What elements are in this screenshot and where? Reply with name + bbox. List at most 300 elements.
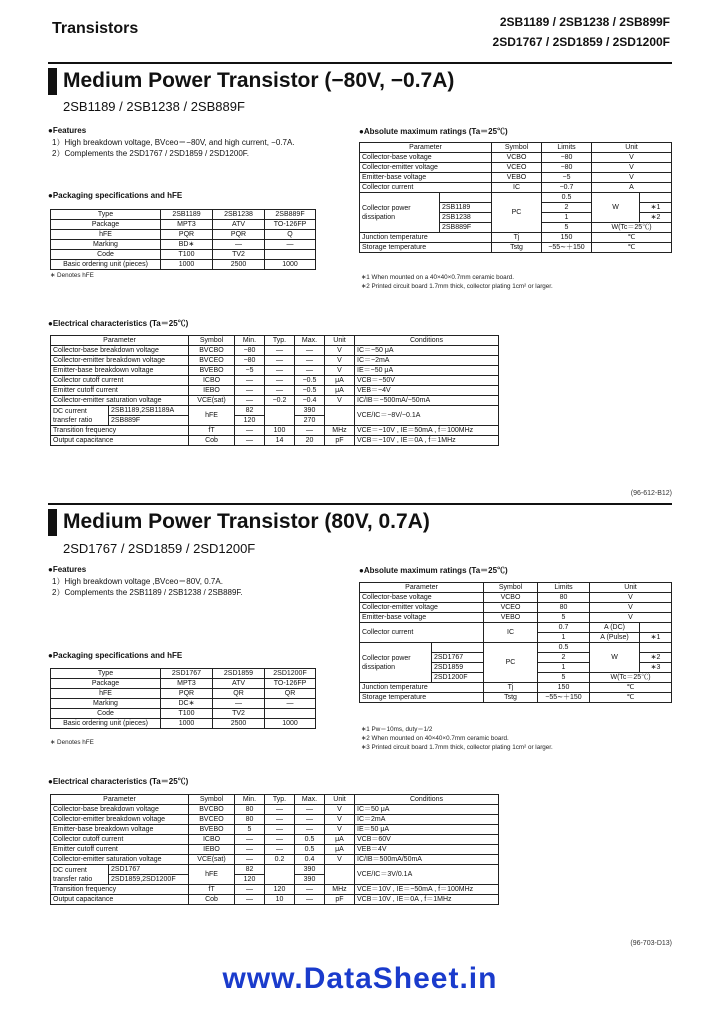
table-cell: 0.7 bbox=[538, 623, 590, 633]
table-cell: V bbox=[590, 603, 672, 613]
table-cell: −0.2 bbox=[265, 396, 295, 406]
table-cell: hFE bbox=[51, 689, 161, 699]
watermark-link[interactable]: www.DataSheet.in bbox=[222, 962, 498, 995]
npn-electrical-table bbox=[50, 794, 499, 905]
table-cell: ATV bbox=[213, 220, 265, 230]
table-cell: Junction temperature bbox=[360, 233, 492, 243]
table-row bbox=[51, 865, 499, 875]
table-cell: IC/IB＝500mA/50mA bbox=[355, 855, 499, 865]
table-cell: Emitter cutoff current bbox=[51, 386, 189, 396]
table-cell: Code bbox=[51, 709, 161, 719]
table-cell: Transition frequency bbox=[51, 426, 189, 436]
table-cell: Collector-base breakdown voltage bbox=[51, 805, 189, 815]
table-row bbox=[360, 693, 672, 703]
table-cell: Basic ordering unit (pieces) bbox=[51, 260, 161, 270]
table-cell bbox=[640, 193, 672, 203]
table-cell: VCE＝10V , IE＝−50mA , f＝100MHz bbox=[355, 885, 499, 895]
table-cell: ∗3 bbox=[640, 663, 672, 673]
table-cell: 1000 bbox=[161, 719, 213, 729]
table-cell: IC＝−2mA bbox=[355, 356, 499, 366]
table-cell: — bbox=[295, 426, 325, 436]
table-row bbox=[360, 233, 672, 243]
table-row bbox=[51, 240, 316, 250]
table-cell: — bbox=[235, 835, 265, 845]
table-cell: T100 bbox=[161, 709, 213, 719]
table-cell: — bbox=[265, 699, 316, 709]
table-cell bbox=[325, 865, 355, 885]
table-cell: 2SB1238 bbox=[213, 210, 265, 220]
table-cell: W bbox=[590, 643, 640, 673]
npn-reference-code: (96-703-D13) bbox=[630, 940, 672, 947]
table-cell: VCB＝10V , IE＝0A , f＝1MHz bbox=[355, 895, 499, 905]
table-row bbox=[51, 386, 499, 396]
title-marker bbox=[48, 68, 57, 95]
table-cell: V bbox=[592, 163, 672, 173]
table-cell: TV2 bbox=[213, 709, 265, 719]
table-cell: 5 bbox=[235, 825, 265, 835]
table-cell: 0.4 bbox=[295, 855, 325, 865]
table-cell: Collector-base voltage bbox=[360, 593, 484, 603]
table-cell: W(Tc＝25℃) bbox=[590, 673, 672, 683]
table-row bbox=[51, 805, 499, 815]
table-cell: −0.5 bbox=[295, 376, 325, 386]
table-cell: PQR bbox=[213, 230, 265, 240]
table-cell: 2SD1767 bbox=[432, 653, 484, 663]
table-cell: 2SD1767 bbox=[109, 865, 189, 875]
table-cell: −80 bbox=[235, 356, 265, 366]
table-cell: 0.5 bbox=[295, 845, 325, 855]
table-cell: Parameter bbox=[51, 336, 189, 346]
table-cell: Typ. bbox=[265, 795, 295, 805]
table-cell: Junction temperature bbox=[360, 683, 484, 693]
table-cell: Emitter cutoff current bbox=[51, 845, 189, 855]
table-row bbox=[51, 396, 499, 406]
table-cell: 120 bbox=[265, 885, 295, 895]
table-cell: Emitter-base voltage bbox=[360, 173, 492, 183]
table-cell: VEBO bbox=[492, 173, 542, 183]
table-cell: — bbox=[235, 855, 265, 865]
table-cell: Collector-emitter breakdown voltage bbox=[51, 356, 189, 366]
table-cell: 2SB1238 bbox=[440, 213, 492, 223]
table-cell: Emitter-base breakdown voltage bbox=[51, 366, 189, 376]
table-cell: 2SB889F bbox=[440, 223, 492, 233]
table-cell bbox=[432, 643, 484, 653]
table-cell: Package bbox=[51, 220, 161, 230]
table-cell: Limits bbox=[542, 143, 592, 153]
table-cell: Symbol bbox=[484, 583, 538, 593]
table-row bbox=[51, 250, 316, 260]
table-cell: 1000 bbox=[161, 260, 213, 270]
table-cell: — bbox=[265, 356, 295, 366]
part-numbers-header bbox=[493, 12, 670, 52]
part-numbers-line-1: 2SB1189 / 2SB1238 / 2SB899F bbox=[499, 15, 670, 29]
table-cell: ∗2 bbox=[640, 213, 672, 223]
table-cell: V bbox=[325, 396, 355, 406]
table-cell: IEBO bbox=[189, 386, 235, 396]
table-cell: BVCEO bbox=[189, 356, 235, 366]
table-cell: ℃ bbox=[590, 683, 672, 693]
table-cell: 14 bbox=[265, 436, 295, 446]
table-row bbox=[51, 855, 499, 865]
table-cell: 1 bbox=[538, 633, 590, 643]
table-cell: Collector cutoff current bbox=[51, 376, 189, 386]
table-cell: — bbox=[265, 815, 295, 825]
pnp-title: Medium Power Transistor (−80V, −0.7A) bbox=[63, 69, 455, 92]
table-cell: PQR bbox=[161, 689, 213, 699]
table-cell bbox=[265, 865, 295, 885]
table-cell: Output capacitance bbox=[51, 436, 189, 446]
feature-item: 2）Complements the 2SB1189 / 2SB1238 / 2SB889F. bbox=[52, 588, 243, 597]
table-cell: 150 bbox=[542, 233, 592, 243]
table-cell: IE＝50 μA bbox=[355, 825, 499, 835]
table-cell: V bbox=[325, 855, 355, 865]
table-cell: 82 bbox=[235, 406, 265, 416]
table-cell: Collector power dissipation bbox=[360, 643, 432, 683]
pnp-subtitle: 2SB1189 / 2SB1238 / 2SB889F bbox=[63, 99, 245, 114]
table-cell: 390 bbox=[295, 406, 325, 416]
table-row bbox=[360, 173, 672, 183]
table-cell bbox=[325, 406, 355, 426]
table-cell: Symbol bbox=[189, 795, 235, 805]
table-cell: IEBO bbox=[189, 845, 235, 855]
table-cell: VCE(sat) bbox=[189, 396, 235, 406]
table-cell: Cob bbox=[189, 895, 235, 905]
table-cell: — bbox=[265, 240, 316, 250]
table-cell: — bbox=[235, 396, 265, 406]
table-row bbox=[51, 699, 316, 709]
table-cell: Marking bbox=[51, 240, 161, 250]
table-cell: V bbox=[325, 825, 355, 835]
table-cell bbox=[265, 250, 316, 260]
table-row bbox=[51, 376, 499, 386]
table-row bbox=[51, 835, 499, 845]
table-cell: W bbox=[592, 193, 640, 223]
table-row bbox=[51, 220, 316, 230]
table-cell: V bbox=[590, 593, 672, 603]
table-row bbox=[360, 163, 672, 173]
table-cell: 80 bbox=[235, 805, 265, 815]
table-cell: hFE bbox=[189, 406, 235, 426]
table-cell: 390 bbox=[295, 875, 325, 885]
table-cell: 2SB1189,2SB1189A bbox=[109, 406, 189, 416]
table-cell: Limits bbox=[538, 583, 590, 593]
table-row bbox=[51, 230, 316, 240]
table-cell: — bbox=[265, 825, 295, 835]
table-row bbox=[51, 679, 316, 689]
table-cell: — bbox=[213, 699, 265, 709]
table-cell: 390 bbox=[295, 865, 325, 875]
table-cell: DC current transfer ratio bbox=[51, 865, 109, 885]
table-cell: IC bbox=[484, 623, 538, 643]
table-cell: A bbox=[592, 183, 672, 193]
table-cell: pF bbox=[325, 895, 355, 905]
table-header-row bbox=[51, 669, 316, 679]
feature-item: 2）Complements the 2SD1767 / 2SD1859 / 2SD1200F. bbox=[52, 149, 250, 158]
table-cell: ∗1 bbox=[640, 203, 672, 213]
pnp-features-heading: ●Features bbox=[48, 126, 87, 135]
table-row bbox=[360, 683, 672, 693]
table-cell: Code bbox=[51, 250, 161, 260]
table-cell: 2SB1189 bbox=[440, 203, 492, 213]
table-cell: PQR bbox=[161, 230, 213, 240]
table-cell: 0.5 bbox=[538, 643, 590, 653]
table-cell: BVCEO bbox=[189, 815, 235, 825]
table-cell: 120 bbox=[235, 416, 265, 426]
table-cell: 270 bbox=[295, 416, 325, 426]
table-cell: ∗1 bbox=[640, 633, 672, 643]
table-cell: μA bbox=[325, 376, 355, 386]
table-cell: BD∗ bbox=[161, 240, 213, 250]
table-cell: 2500 bbox=[213, 260, 265, 270]
npn-abs-max-notes bbox=[361, 725, 553, 752]
table-cell: MPT3 bbox=[161, 679, 213, 689]
table-row bbox=[51, 689, 316, 699]
table-cell: ICBO bbox=[189, 376, 235, 386]
table-cell bbox=[640, 643, 672, 653]
pnp-packaging-heading: ●Packaging specifications and hFE bbox=[48, 191, 183, 200]
table-cell: — bbox=[235, 845, 265, 855]
table-cell: A (Pulse) bbox=[590, 633, 640, 643]
table-cell: Min. bbox=[235, 336, 265, 346]
table-cell: Typ. bbox=[265, 336, 295, 346]
pnp-electrical-heading: ●Electrical characteristics (Ta＝25℃) bbox=[48, 319, 189, 328]
table-cell: Storage temperature bbox=[360, 243, 492, 253]
table-row bbox=[51, 260, 316, 270]
table-cell: V bbox=[592, 153, 672, 163]
table-cell: Cob bbox=[189, 436, 235, 446]
table-cell: 2SD1859 bbox=[432, 663, 484, 673]
table-cell: V bbox=[325, 815, 355, 825]
table-cell bbox=[640, 623, 672, 633]
table-cell: — bbox=[235, 895, 265, 905]
npn-electrical-heading: ●Electrical characteristics (Ta＝25℃) bbox=[48, 777, 189, 786]
table-cell: — bbox=[295, 815, 325, 825]
table-cell: 0.5 bbox=[542, 193, 592, 203]
table-cell: — bbox=[265, 346, 295, 356]
table-row bbox=[51, 346, 499, 356]
table-header-row bbox=[51, 210, 316, 220]
table-cell: BVCBO bbox=[189, 805, 235, 815]
table-cell: 2SD1859 bbox=[213, 669, 265, 679]
npn-subtitle: 2SD1767 / 2SD1859 / 2SD1200F bbox=[63, 541, 256, 556]
table-header-row bbox=[51, 336, 499, 346]
table-cell: V bbox=[325, 356, 355, 366]
table-cell: Type bbox=[51, 210, 161, 220]
table-cell: 0.5 bbox=[295, 835, 325, 845]
npn-abs-max-table bbox=[359, 582, 672, 703]
npn-packaging-heading: ●Packaging specifications and hFE bbox=[48, 651, 183, 660]
table-cell: A (DC) bbox=[590, 623, 640, 633]
table-cell: fT bbox=[189, 426, 235, 436]
table-cell: MPT3 bbox=[161, 220, 213, 230]
table-row bbox=[51, 895, 499, 905]
table-cell: — bbox=[235, 436, 265, 446]
table-cell: μA bbox=[325, 386, 355, 396]
table-cell: MHz bbox=[325, 885, 355, 895]
table-row bbox=[51, 719, 316, 729]
table-row bbox=[360, 603, 672, 613]
table-cell: VEB＝−4V bbox=[355, 386, 499, 396]
table-cell bbox=[265, 406, 295, 426]
table-cell: BVCBO bbox=[189, 346, 235, 356]
footnote: ∗1 Pw＝10ms, duty＝1/2 bbox=[361, 726, 433, 733]
table-cell: Conditions bbox=[355, 336, 499, 346]
table-cell: PC bbox=[484, 643, 538, 683]
table-cell: 2SB889F bbox=[265, 210, 316, 220]
table-cell: Min. bbox=[235, 795, 265, 805]
table-cell: μA bbox=[325, 845, 355, 855]
table-cell: Package bbox=[51, 679, 161, 689]
table-cell: V bbox=[592, 173, 672, 183]
table-cell: IC bbox=[492, 183, 542, 193]
npn-abs-max-heading: ●Absolute maximum ratings (Ta＝25℃) bbox=[359, 566, 508, 575]
table-cell: hFE bbox=[189, 865, 235, 885]
table-cell: PC bbox=[492, 193, 542, 233]
table-cell: 2500 bbox=[213, 719, 265, 729]
category-heading: Transistors bbox=[52, 20, 139, 37]
table-header-row bbox=[360, 143, 672, 153]
table-cell: Unit bbox=[590, 583, 672, 593]
table-cell: hFE bbox=[51, 230, 161, 240]
table-cell: Collector-emitter voltage bbox=[360, 163, 492, 173]
table-cell: VCE/IC＝3V/0.1A bbox=[355, 865, 499, 885]
table-cell: — bbox=[265, 376, 295, 386]
feature-item: 1）High breakdown voltage ,BVceo＝80V, 0.7A. bbox=[52, 577, 223, 586]
table-cell: −5 bbox=[235, 366, 265, 376]
table-cell: VCBO bbox=[492, 153, 542, 163]
table-row bbox=[51, 885, 499, 895]
table-row bbox=[51, 845, 499, 855]
table-cell: −0.7 bbox=[542, 183, 592, 193]
table-row bbox=[360, 193, 672, 203]
table-cell: — bbox=[295, 825, 325, 835]
table-cell: 2SD1859,2SD1200F bbox=[109, 875, 189, 885]
table-header-row bbox=[51, 795, 499, 805]
table-cell: Parameter bbox=[51, 795, 189, 805]
table-cell: ℃ bbox=[590, 693, 672, 703]
table-row bbox=[360, 593, 672, 603]
table-cell: 10 bbox=[265, 895, 295, 905]
table-row bbox=[360, 613, 672, 623]
table-cell: pF bbox=[325, 436, 355, 446]
table-cell: 100 bbox=[265, 426, 295, 436]
table-cell: Tj bbox=[492, 233, 542, 243]
table-cell: 0.2 bbox=[265, 855, 295, 865]
table-cell: Symbol bbox=[492, 143, 542, 153]
table-row bbox=[51, 709, 316, 719]
table-row bbox=[51, 356, 499, 366]
table-cell: ∗2 bbox=[640, 653, 672, 663]
table-cell: Collector current bbox=[360, 183, 492, 193]
feature-item: 1）High breakdown voltage, BVceo＝−80V, and high current, −0.7A. bbox=[52, 138, 295, 147]
table-cell: Type bbox=[51, 669, 161, 679]
table-cell: Emitter-base voltage bbox=[360, 613, 484, 623]
table-cell: 120 bbox=[235, 875, 265, 885]
table-cell: −55∼＋150 bbox=[538, 693, 590, 703]
table-cell: 20 bbox=[295, 436, 325, 446]
table-cell: Max. bbox=[295, 795, 325, 805]
pnp-abs-max-table bbox=[359, 142, 672, 253]
table-cell: 5 bbox=[538, 613, 590, 623]
table-cell: — bbox=[265, 805, 295, 815]
table-cell: Unit bbox=[325, 795, 355, 805]
table-cell: W(Tc＝25℃) bbox=[592, 223, 672, 233]
table-cell: −80 bbox=[542, 163, 592, 173]
table-cell: 2SD1767 bbox=[161, 669, 213, 679]
npn-packaging-table bbox=[50, 668, 316, 729]
table-row bbox=[360, 183, 672, 193]
table-cell: IC/IB＝−500mA/−50mA bbox=[355, 396, 499, 406]
table-row bbox=[51, 366, 499, 376]
table-row bbox=[51, 436, 499, 446]
npn-features-heading: ●Features bbox=[48, 565, 87, 574]
table-header-row bbox=[360, 583, 672, 593]
table-cell: — bbox=[265, 366, 295, 376]
table-cell: Max. bbox=[295, 336, 325, 346]
npn-packaging-note: ∗ Denotes hFE bbox=[50, 739, 94, 746]
table-cell: VCB＝60V bbox=[355, 835, 499, 845]
table-cell: Collector-emitter saturation voltage bbox=[51, 855, 189, 865]
table-cell: 2SB1189 bbox=[161, 210, 213, 220]
table-cell: ℃ bbox=[592, 243, 672, 253]
table-cell: −80 bbox=[542, 153, 592, 163]
table-cell: TV2 bbox=[213, 250, 265, 260]
title-marker bbox=[48, 509, 57, 536]
table-cell: 5 bbox=[542, 223, 592, 233]
table-cell: −80 bbox=[235, 346, 265, 356]
pnp-features-list bbox=[52, 137, 295, 159]
pnp-reference-code: (96-612-B12) bbox=[630, 490, 672, 497]
table-cell: 80 bbox=[538, 593, 590, 603]
table-cell: 80 bbox=[538, 603, 590, 613]
table-cell: MHz bbox=[325, 426, 355, 436]
table-cell: VCB＝−10V , IE＝0A , f＝1MHz bbox=[355, 436, 499, 446]
table-cell: Conditions bbox=[355, 795, 499, 805]
table-cell: 1 bbox=[538, 663, 590, 673]
table-cell bbox=[265, 709, 316, 719]
table-cell: 82 bbox=[235, 865, 265, 875]
pnp-abs-max-notes bbox=[361, 273, 553, 291]
table-cell: VCEO bbox=[492, 163, 542, 173]
table-cell: Collector-base voltage bbox=[360, 153, 492, 163]
table-cell: Collector-base breakdown voltage bbox=[51, 346, 189, 356]
table-cell: −5 bbox=[542, 173, 592, 183]
table-cell: Collector-emitter voltage bbox=[360, 603, 484, 613]
table-cell: IC＝2mA bbox=[355, 815, 499, 825]
table-cell: Q bbox=[265, 230, 316, 240]
table-row bbox=[51, 815, 499, 825]
table-cell: −0.4 bbox=[295, 396, 325, 406]
table-cell: VCB＝−50V bbox=[355, 376, 499, 386]
table-cell: Storage temperature bbox=[360, 693, 484, 703]
table-cell: DC∗ bbox=[161, 699, 213, 709]
table-row bbox=[360, 623, 672, 633]
footnote: ∗2 When mounted on 40×40×0.7mm ceramic board. bbox=[361, 735, 509, 742]
table-cell: — bbox=[295, 346, 325, 356]
table-row bbox=[360, 643, 672, 653]
table-row bbox=[360, 153, 672, 163]
table-cell: — bbox=[295, 366, 325, 376]
table-cell: 2SD1200F bbox=[265, 669, 316, 679]
table-cell: — bbox=[265, 845, 295, 855]
table-cell: IC＝50 μA bbox=[355, 805, 499, 815]
table-cell: IC＝−50 μA bbox=[355, 346, 499, 356]
table-cell: Output capacitance bbox=[51, 895, 189, 905]
table-cell: BVEBO bbox=[189, 366, 235, 376]
table-cell: — bbox=[295, 885, 325, 895]
footnote: ∗2 Printed circuit board 1.7mm thick, collector plating 1cm² or larger. bbox=[361, 283, 553, 290]
table-cell: — bbox=[295, 805, 325, 815]
